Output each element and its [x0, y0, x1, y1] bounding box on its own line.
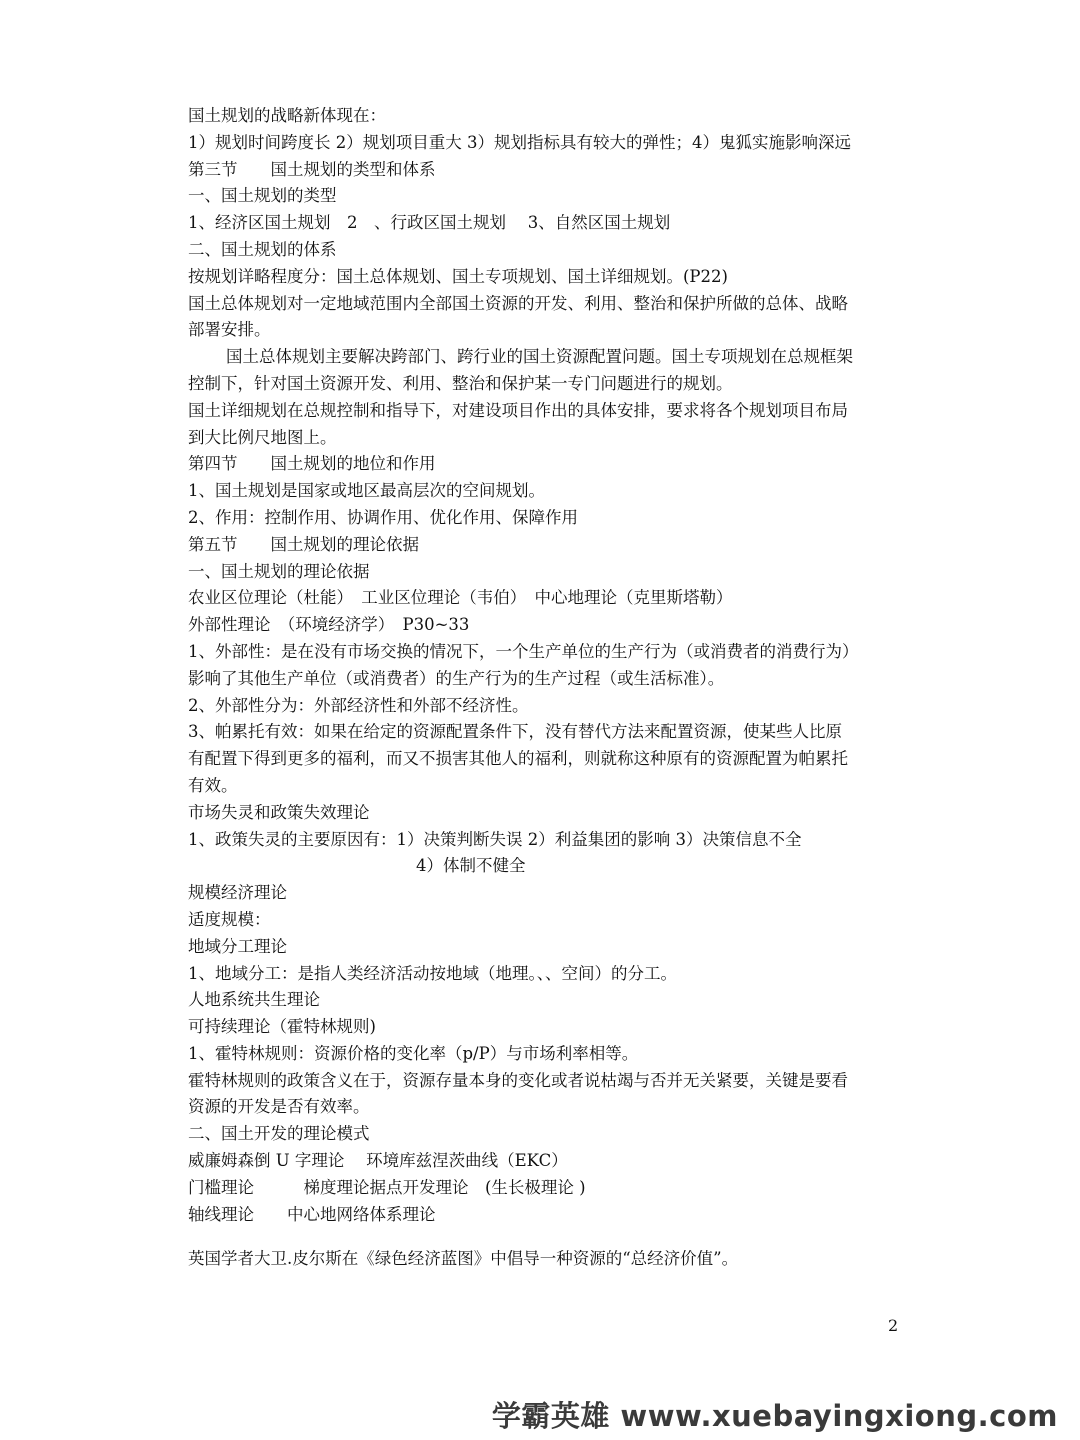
document-body — [188, 103, 900, 1273]
text-line: 1、外部性：是在没有市场交换的情况下，一个生产单位的生产行为（或消费者的消费行为） — [188, 641, 859, 661]
section-heading: 第三节 国土规划的类型和体系 — [188, 159, 436, 179]
text-line: 1、地域分工：是指人类经济活动按地域（地理。、、空间）的分工。 — [188, 963, 677, 983]
paragraph-gap — [188, 1228, 900, 1246]
text-line: 门槛理论 梯度理论据点开发理论 (生长极理论 ) — [188, 1177, 586, 1197]
text-line: 按规划详略程度分：国土总体规划、国土专项规划、国土详细规划。(P22) — [188, 266, 728, 286]
subsection-heading: 二、国土开发的理论模式 — [188, 1124, 370, 1144]
text-line: 轴线理论 中心地网络体系理论 — [188, 1204, 436, 1224]
site-watermark: 学霸英雄 www.xuebayingxiong.com — [491, 1399, 1058, 1433]
section-heading: 第四节 国土规划的地位和作用 — [188, 454, 436, 474]
text-line: 到大比例尺地图上。 — [188, 427, 337, 447]
text-line: 英国学者大卫.皮尔斯在《绿色经济蓝图》中倡导一种资源的“总经济价值”。 — [188, 1249, 739, 1269]
section-heading: 第五节 国土规划的理论依据 — [188, 534, 419, 554]
subsection-heading: 一、国土规划的类型 — [188, 186, 337, 206]
text-line: 适度规模： — [188, 909, 271, 929]
text-line: 国土详细规划在总规控制和指导下，对建设项目作出的具体安排，要求将各个规划项目布局 — [188, 400, 848, 420]
text-line: 1、政策失灵的主要原因有：1）决策判断失误 2）利益集团的影响 3）决策信息不全 — [188, 829, 802, 849]
text-line: 部署安排。 — [188, 320, 271, 340]
text-line: 霍特林规则的政策含义在于，资源存量本身的变化或者说枯竭与否并无关紧要，关键是要看 — [188, 1070, 848, 1090]
text-line: 市场失灵和政策失效理论 — [188, 802, 370, 822]
text-line: 2、作用：控制作用、协调作用、优化作用、保障作用 — [188, 507, 578, 527]
text-line: 威廉姆森倒 U 字理论 环境库兹涅茨曲线（EKC） — [188, 1151, 568, 1171]
text-line: 3、帕累托有效：如果在给定的资源配置条件下，没有替代方法来配置资源，使某些人比原 — [188, 722, 842, 742]
text-line: 人地系统共生理论 — [188, 990, 320, 1010]
text-line: 4）体制不健全 — [416, 856, 526, 876]
text-line: 1、经济区国土规划 2 、行政区国土规划 3、自然区国土规划 — [188, 213, 671, 233]
text-line: 国土规划的战略新体现在： — [188, 106, 386, 125]
text-line: 地域分工理论 — [188, 936, 287, 956]
text-line: 可持续理论（霍特林规则) — [188, 1017, 376, 1037]
subsection-heading: 二、国土规划的体系 — [188, 239, 337, 259]
text-line: 资源的开发是否有效率。 — [188, 1097, 370, 1117]
text-line: 农业区位理论（杜能） 工业区位理论（韦伯） 中心地理论（克里斯塔勒） — [188, 588, 733, 608]
text-line: 规模经济理论 — [188, 883, 287, 903]
text-line: 2、外部性分为：外部经济性和外部不经济性。 — [188, 695, 529, 715]
text-line: 外部性理论 （环境经济学） P30~33 — [188, 615, 470, 635]
text-line: 1）规划时间跨度长 2）规划项目重大 3）规划指标具有较大的弹性；4）鬼狐实施影响深远 — [188, 132, 851, 152]
text-line: 国土总体规划对一定地域范围内全部国土资源的开发、利用、整治和保护所做的总体、战略 — [188, 293, 848, 313]
text-line: 国土总体规划主要解决跨部门、跨行业的国土资源配置问题。国土专项规划在总规框架 — [226, 347, 853, 367]
text-line: 控制下，针对国土资源开发、利用、整治和保护某一专门问题进行的规划。 — [188, 373, 733, 393]
text-line: 1、国土规划是国家或地区最高层次的空间规划。 — [188, 481, 545, 501]
text-line: 有配置下得到更多的福利，而又不损害其他人的福利，则就称这种原有的资源配置为帕累托 — [188, 749, 848, 769]
text-line: 1、霍特林规则：资源价格的变化率（p/P）与市场利率相等。 — [188, 1043, 639, 1063]
text-line: 有效。 — [188, 775, 238, 795]
page-number: 2 — [888, 1316, 899, 1335]
subsection-heading: 一、国土规划的理论依据 — [188, 561, 370, 581]
text-line: 影响了其他生产单位（或消费者）的生产行为的生产过程（或生活标准）。 — [188, 668, 725, 688]
